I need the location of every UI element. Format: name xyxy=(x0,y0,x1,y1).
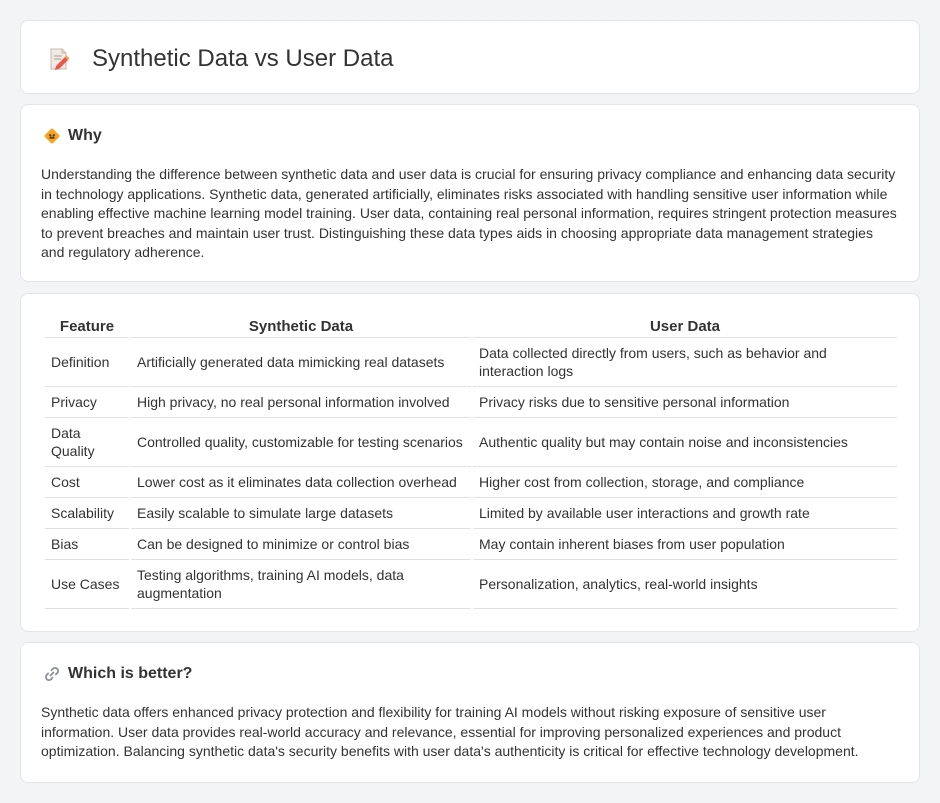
cell-user: Limited by available user interactions and growth rate xyxy=(473,498,897,529)
cell-user: Higher cost from collection, storage, and compliance xyxy=(473,467,897,498)
cell-synthetic: Easily scalable to simulate large datasets xyxy=(131,498,471,529)
better-heading: Which is better? xyxy=(68,665,193,682)
table-row xyxy=(45,387,897,418)
cell-synthetic: Can be designed to minimize or control bias xyxy=(131,529,471,560)
table-row xyxy=(45,338,897,387)
better-text: Synthetic data offers enhanced privacy protection and flexibility for training AI models without risking exposure of sensitive user information. User data provides real-world accuracy and relevance, essential for improving personalized experiences and product optimization. Balancing synthetic data's security benefits with user data's authenticity is critical for effective technology development. xyxy=(41,704,859,759)
cell-feature: Use Cases xyxy=(45,560,129,609)
cell-synthetic: Artificially generated data mimicking real datasets xyxy=(131,338,471,387)
cell-feature: Definition xyxy=(45,338,129,387)
table-header-row xyxy=(45,316,897,338)
cell-feature: Privacy xyxy=(45,387,129,418)
table-row xyxy=(45,467,897,498)
cell-feature: Bias xyxy=(45,529,129,560)
comparison-table xyxy=(43,316,899,609)
cell-user: Privacy risks due to sensitive personal information xyxy=(473,387,897,418)
cell-user: Personalization, analytics, real-world insights xyxy=(473,560,897,609)
header-synthetic-data: Synthetic Data xyxy=(131,316,471,338)
cell-synthetic: High privacy, no real personal information involved xyxy=(131,387,471,418)
title-card xyxy=(20,20,920,94)
page-title: Synthetic Data vs User Data xyxy=(92,45,394,72)
cell-synthetic: Controlled quality, customizable for testing scenarios xyxy=(131,418,471,467)
cell-user: May contain inherent biases from user population xyxy=(473,529,897,560)
cell-feature: Data Quality xyxy=(45,418,129,467)
cell-synthetic: Lower cost as it eliminates data collection overhead xyxy=(131,467,471,498)
cell-feature: Scalability xyxy=(45,498,129,529)
header-feature: Feature xyxy=(45,316,129,338)
diamond-sign-icon xyxy=(43,127,61,145)
table-row xyxy=(45,560,897,609)
why-section xyxy=(20,104,920,282)
table-row xyxy=(45,529,897,560)
why-heading: Why xyxy=(68,127,102,144)
cell-user: Authentic quality but may contain noise and inconsistencies xyxy=(473,418,897,467)
link-icon xyxy=(43,665,61,683)
table-row xyxy=(45,418,897,467)
table-row xyxy=(45,498,897,529)
document-pencil-icon xyxy=(46,46,72,72)
why-text: Understanding the difference between synthetic data and user data is crucial for ensuring privacy compliance and enhancing data security in technology applications. Synthetic data, generated artificially, eliminates risks associated with handling sensitive user information while enabling effective machine learning model training. User data, containing real personal information, requires stringent protection measures to prevent breaches and maintain user trust. Distinguishing these data types aids in choosing appropriate data management strategies and regulatory adherence. xyxy=(41,166,897,260)
cell-synthetic: Testing algorithms, training AI models, data augmentation xyxy=(131,560,471,609)
cell-user: Data collected directly from users, such as behavior and interaction logs xyxy=(473,338,897,387)
which-is-better-section xyxy=(20,642,920,783)
cell-feature: Cost xyxy=(45,467,129,498)
header-user-data: User Data xyxy=(473,316,897,338)
comparison-card xyxy=(20,293,920,632)
